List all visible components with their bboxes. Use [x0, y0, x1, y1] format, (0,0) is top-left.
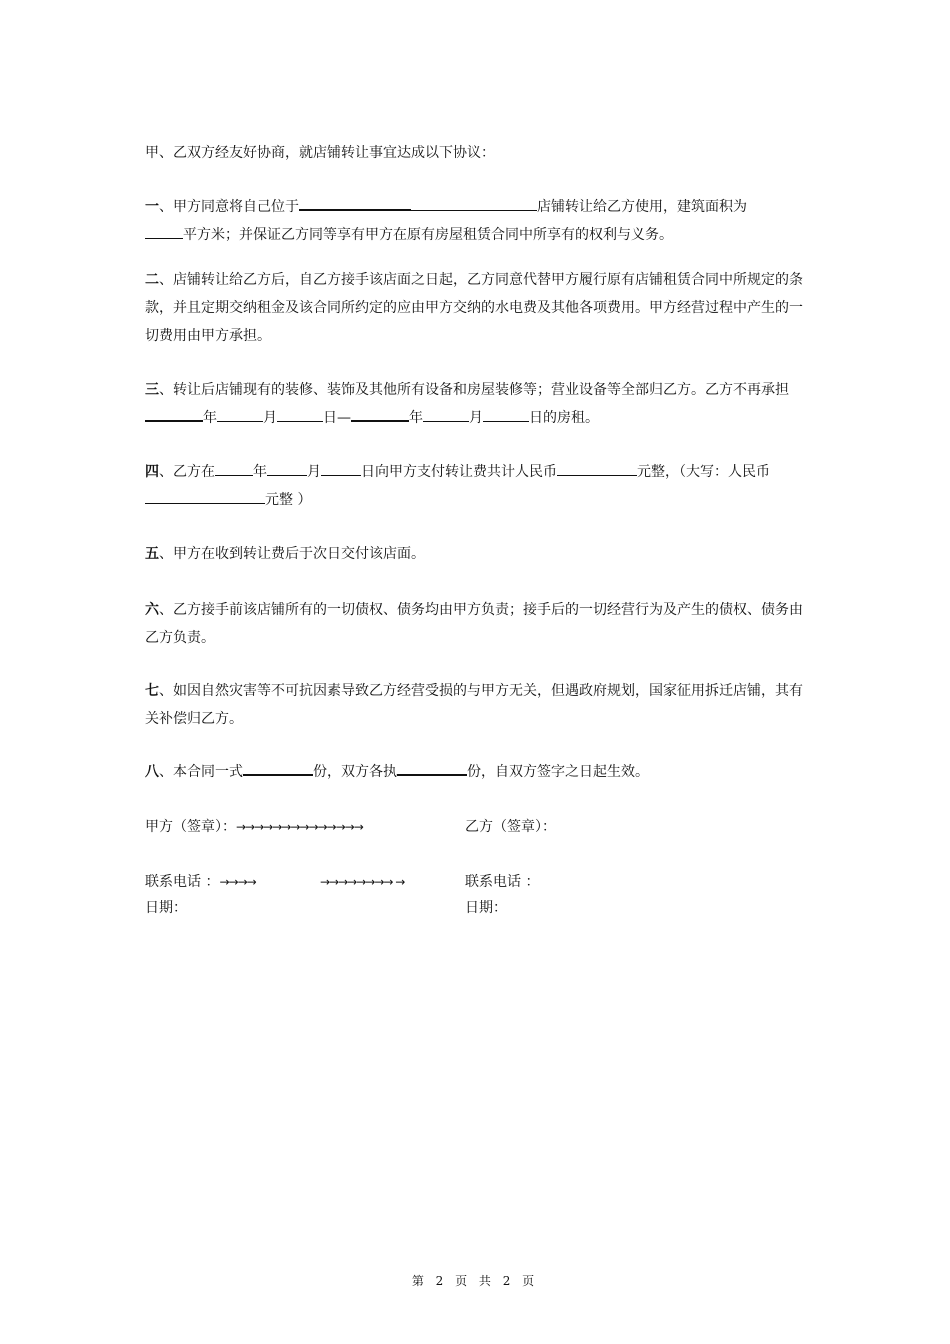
clause-number: 四	[145, 464, 159, 480]
clause-8: 八、本合同一式 份，双方各执 份，自双方签字之日起生效。	[145, 758, 810, 786]
blank-amount	[557, 459, 637, 476]
clause-4: 四、乙方在 年 月 日向甲方支付转让费共计人民币 元整，（大写：人民币元整 ）	[145, 458, 810, 514]
clause-number: 三	[145, 382, 159, 398]
blank-year-from	[145, 404, 203, 422]
party-a-label: 甲方（签章）：	[145, 819, 236, 835]
blank-pay-year	[215, 459, 253, 476]
clause-number: 一	[145, 199, 159, 215]
intro-text: 甲、乙双方经友好协商，就店铺转让事宜达成以下协议：	[145, 145, 495, 161]
blank-location	[299, 193, 411, 211]
date-b-label: 日期：	[465, 900, 507, 916]
clause-number: 二	[145, 272, 159, 288]
intro-paragraph	[145, 139, 810, 167]
tab-arrows: →→→→→→→→ →	[320, 875, 405, 889]
blank-year-to	[351, 404, 409, 422]
clause-number: 八	[145, 764, 159, 780]
clause-7: 七、如因自然灾害等不可抗因素导致乙方经营受损的与甲方无关，但遇政府规划，国家征用拆迁店铺，其有关补偿归乙方。	[145, 683, 803, 727]
clause-number: 五	[145, 546, 159, 562]
tab-arrows: →→→→→→→→→→→→→→	[236, 820, 363, 834]
phone-a-label: 联系电话 ：	[145, 874, 220, 890]
blank-location-cont	[411, 194, 537, 211]
blank-pay-month	[267, 459, 307, 476]
clause-number: 七	[145, 683, 159, 699]
date-a-label: 日期：	[145, 900, 187, 916]
tab-arrows: →→→→	[219, 875, 256, 889]
signature-row	[145, 813, 810, 841]
party-b-label: 乙方（签章）：	[465, 819, 556, 835]
blank-day-from	[277, 405, 323, 422]
date-row	[145, 894, 810, 922]
blank-area	[145, 222, 183, 239]
blank-copies-each	[397, 758, 467, 776]
blank-month-from	[217, 405, 263, 422]
blank-month-to	[423, 405, 469, 422]
phone-row	[145, 868, 810, 896]
blank-amount-upper	[145, 487, 265, 504]
clause-3: 三、转让后店铺现有的装修、装饰及其他所有设备和房屋装修等；营业设备等全部归乙方。乙方不再承担年 月 日— 年 月 日的房租。	[145, 382, 789, 426]
clause-1: 一、甲方同意将自己位于 店铺转让给乙方使用，建筑面积为 平方米；并保证乙方同等享有甲方在原有房屋租赁合同中所享有的权利与义务。	[145, 193, 810, 249]
clause-number: 六	[145, 602, 159, 618]
clause-2: 二、店铺转让给乙方后，自乙方接手该店面之日起，乙方同意代替甲方履行原有店铺租赁合同中所规定的条款，并且定期交纳租金及该合同所约定的应由甲方交纳的水电费及其他各项费用。甲方经营过程中产生的一切费用由甲方承担。	[145, 272, 803, 344]
clause-5: 五、甲方在收到转让费后于次日交付该店面。	[145, 546, 425, 562]
blank-day-to	[483, 405, 529, 422]
page-number: 第 2 页 共 2 页	[411, 1274, 539, 1288]
blank-pay-day	[321, 459, 361, 476]
clause-6: 六、乙方接手前该店铺所有的一切债权、债务均由甲方负责；接手后的一切经营行为及产生的债权、债务由乙方负责。	[145, 602, 803, 646]
blank-copies	[243, 758, 313, 776]
phone-b-label: 联系电话 ：	[465, 874, 540, 890]
